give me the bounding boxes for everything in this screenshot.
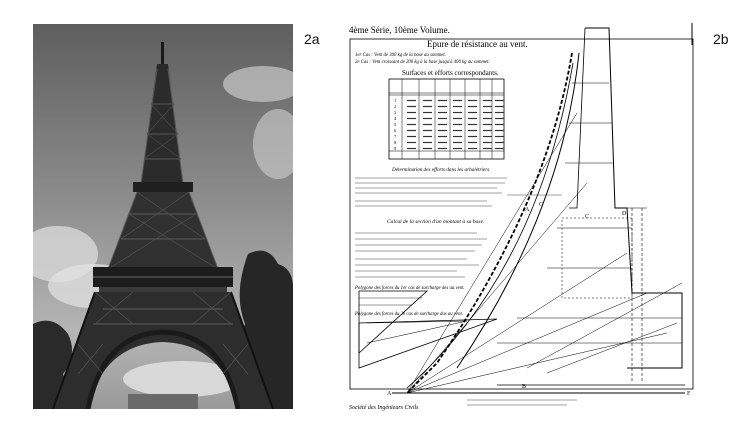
efforts-table — [389, 79, 504, 159]
plate-footer: Société des Ingénieurs Civils — [349, 405, 419, 411]
eiffel-tower-photo — [33, 24, 293, 409]
svg-text:D: D — [622, 211, 627, 217]
eiffel-tower-illustration — [33, 24, 293, 409]
table-row-number: 8 — [394, 140, 397, 145]
svg-text:A: A — [387, 391, 392, 397]
table-row-number: 5 — [394, 122, 397, 127]
table-row-number: 3 — [394, 110, 397, 115]
table-row-number: 4 — [394, 116, 397, 121]
plate-title: Epure de résistance au vent. — [427, 39, 528, 49]
table-row-number: 6 — [394, 128, 397, 133]
plate-table-title: Surfaces et efforts correspondants. — [402, 69, 499, 77]
panel-label-2b: 2b — [713, 31, 729, 47]
table-row-number: 7 — [394, 134, 397, 139]
plate-case-1: 1er Cas : Vent de 300 kg de la base au sommet. — [355, 53, 446, 58]
plate-section-arbaletriers: Détermination des efforts dans les arbalétriers — [392, 167, 490, 173]
plate-polygon-1: Polygone des forces du 1er cas de surcharge des au vent. — [355, 286, 465, 291]
tower-profile-diagram — [392, 28, 685, 393]
plate-polygon-2: Polygone des forces du 2e cas de surcharge dus au vent. — [355, 312, 464, 317]
svg-text:A: A — [525, 207, 530, 213]
svg-text:F: F — [687, 391, 691, 397]
plate-section-montant: Calcul de la section d'un montant à sa base. — [387, 219, 485, 225]
svg-text:C: C — [539, 202, 544, 208]
svg-text:B: B — [522, 384, 527, 390]
table-row-number: 1 — [394, 98, 397, 103]
svg-text:C: C — [585, 214, 590, 220]
table-row-number: 9 — [394, 146, 397, 151]
wind-resistance-plate — [347, 23, 703, 414]
panel-label-2a: 2a — [304, 31, 320, 47]
plate-header: 4ème Série, 10ème Volume. — [349, 25, 450, 35]
plate-case-2: 2e Cas : Vent croissant de 200 kg à la base jusqu'à 400 kg au sommet. — [355, 60, 490, 65]
engineering-drawing — [347, 23, 703, 414]
table-row-number: 2 — [394, 104, 397, 109]
